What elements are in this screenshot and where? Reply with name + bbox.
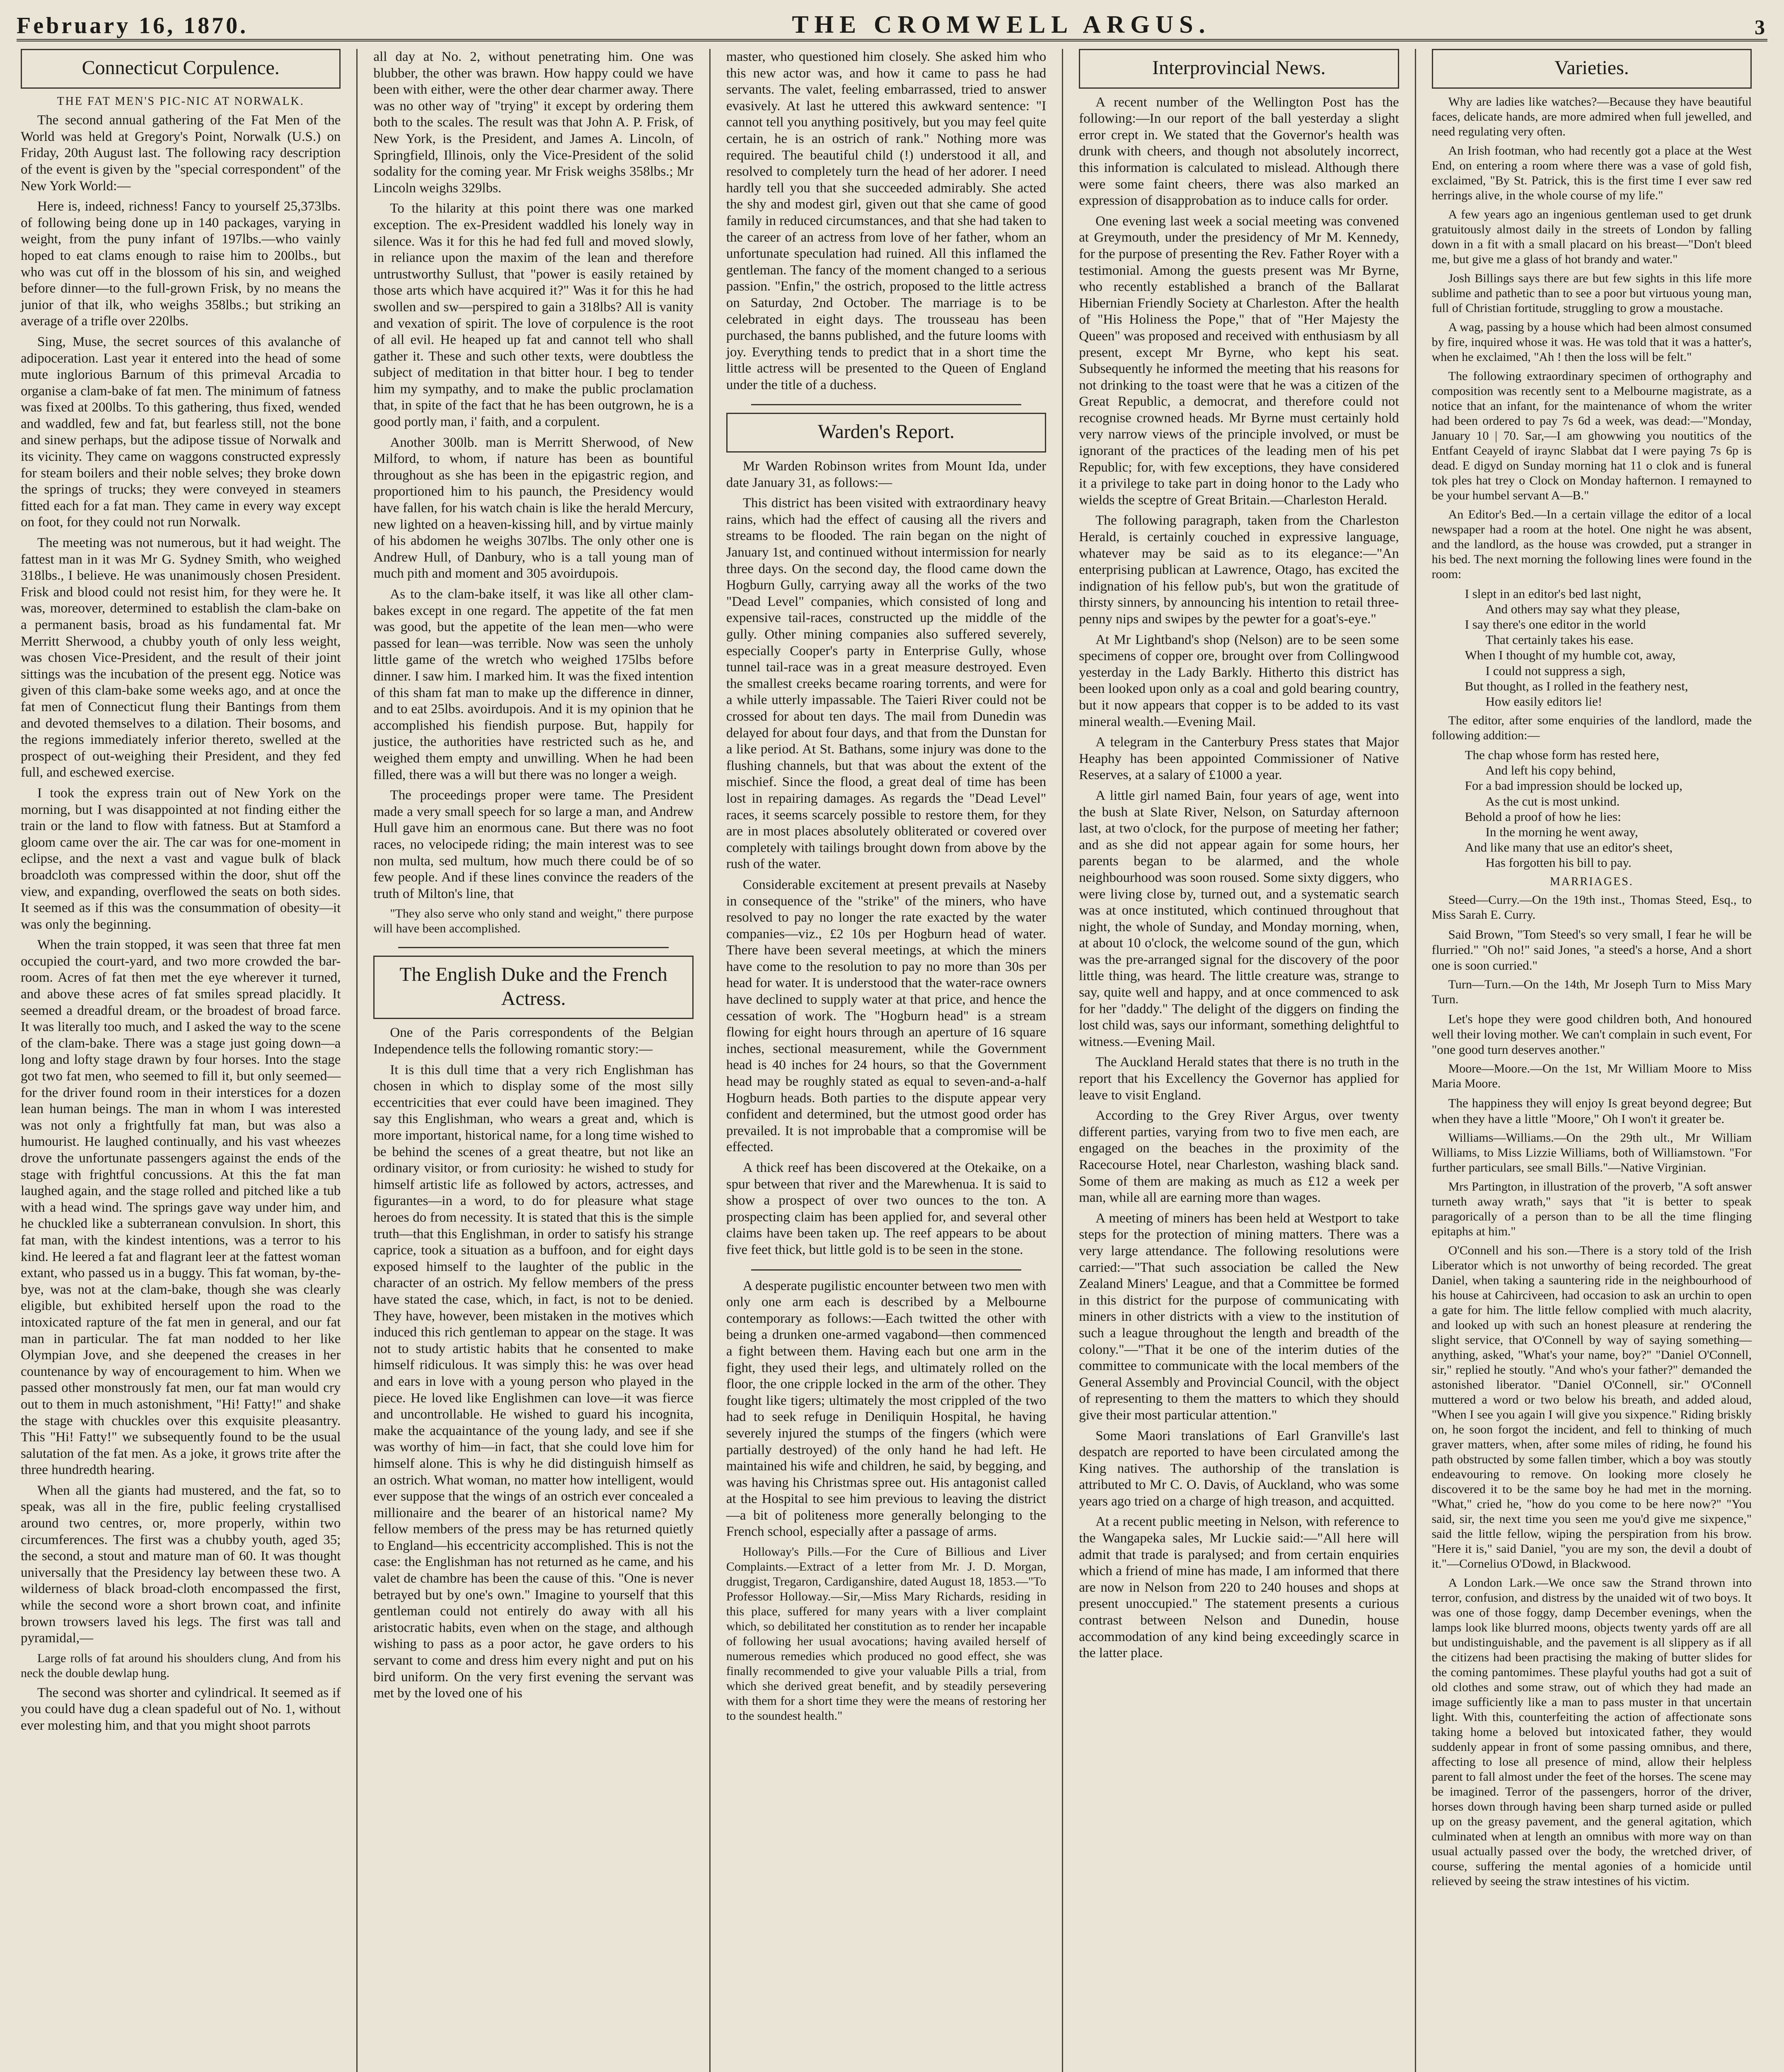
paragraph: Josh Billings says there are but few sights in this life more sublime and pathetic than to see a poor but virtuous young man, full of Christian fortitude, struggling to grow a moustache. bbox=[1431, 271, 1752, 315]
divider bbox=[751, 1269, 1021, 1271]
poem-line: But thought, as I rolled in the feathery nest, bbox=[1465, 678, 1688, 693]
column-2 bbox=[358, 49, 710, 2072]
paragraph: This district has been visited with extraordinary heavy rains, which had the effect of causing all the rivers and streams to be flooded. The rain began on the night of January 1st, and continued without intermission for nearly three days. On the second day, the flood came down the Hogburn Gully, carrying away all the works of the two "Dead Level" companies, which consisted of long and expensive tail-races, constructed up the middle of the gully. Other mining companies also suffered severely, especially Cooper's party in Enterprise Gully, whose tunnel tail-race was in a great measure destroyed. Even the smallest creeks became roaring torrents, and were for a while utterly impassable. The Taieri River could not be crossed for about ten days. The mail from Dunedin was delayed for about four days, and that from the Dunstan for a like period. At St. Bathans, some injury was done to the flushing channels, but that was about the extent of the mischief. Since the flood, a great deal of time has been lost in repairing damages. As regards the "Dead Level" races, it seems scarcely possible to restore them, for they are in most places absolutely obliterated or covered over completely with tailings brought down from above by the rush of the water. bbox=[726, 496, 1047, 872]
paragraph: The following paragraph, taken from the Charleston Herald, is certainly couched in expressive language, whatever may be said as to its elegance:—"An enterprising publican at Lawrence, Otago, has excited the indignation of his fellow pub's, but won the gratitude of thirsty sinners, by announcing his intention to retail three-penny nips and swipes by the pewter for a goat's-eye." bbox=[1079, 513, 1399, 627]
poem-editors-bed bbox=[1465, 586, 1752, 709]
poem-line: And others may say what they please, bbox=[1485, 601, 1680, 616]
issue-date: February 16, 1870. bbox=[17, 13, 249, 39]
paragraph: One evening last week a social meeting was convened at Greymouth, under the presidency of Mr M. Kennedy, for the purpose of presenting the Rev. Father Royer with a testimonial. Among the guests present was Mr Byrne, who recently established a branch of the Ballarat Hibernian Friendly Society at Charleston. After the health of "His Holiness the Pope," that of "Her Majesty the Queen" was proposed and received with enthusiasm by all present, except Mr Byrne, who kept his seat. Subsequently he informed the meeting that his reasons for not drinking to the toast were that he was a citizen of the Great Republic, a democrat, and therefore could not recognise crowned heads. Mr Byrne must certainly hold very narrow views of the principle involved, or must be ignorant of the practices of the leading men of his pet Republic; for, with few exceptions, they have considered it a privilege to take part in doing honor to the Lady who wields the sceptre of Great Britain.—Charleston Herald. bbox=[1079, 213, 1399, 508]
poem-line: When I thought of my humble cot, away, bbox=[1465, 648, 1676, 663]
columns bbox=[17, 49, 1767, 2072]
paragraph: Here is, indeed, richness! Fancy to yourself 25,373lbs. of following being done up in 140 packages, varying in weight, from the puny infant of 197lbs.—who vainly hoped to eat clams enough to raise him to 200lbs., but who was cut off in the blossom of his sin, and weighed before dinner—to the full-grown Frisk, by no means the junior of that ilk, who weighs 358lbs.; but striking an average of a trifle over 220lbs. bbox=[21, 199, 341, 329]
poem-line: For a bad impression should be locked up, bbox=[1465, 778, 1682, 793]
paragraph: The meeting was not numerous, but it had weight. The fattest man in it was Mr G. Sydney Smith, who weighed 318lbs., I believe. He was unanimously chosen President. Frisk and blood could not resist him, for they were he. It was, moreover, determined to establish the clam-bake on a permanent basis, broad as his fundamental fat. Mr Merritt Sherwood, a chubby youth of only less weight, was chosen Vice-President, and the result of their joint sittings was the incubation of the present egg. Notice was given of this clam-bake some weeks ago, and at once the fat men of Connecticut flung their Bantings from them and devoted themselves to a dilation. Their bosoms, and the regions immediately inferior thereto, swelled at the prospect of out-weighing their President, and they fed full, and eschewed exercise. bbox=[21, 535, 341, 780]
paragraph: An Irish footman, who had recently got a place at the West End, on entering a room where there was a vase of gold fish, exclaimed, "By St. Patrick, this is the first time I ever saw red herrings alive, in the whole course of my life." bbox=[1431, 143, 1752, 202]
poem-line: I say there's one editor in the world bbox=[1465, 617, 1646, 632]
column-3 bbox=[711, 49, 1063, 2072]
poem-line: How easily editors lie! bbox=[1485, 694, 1603, 709]
article-title-duke: The English Duke and the French Actress. bbox=[399, 963, 667, 1009]
paragraph: Turn—Turn.—On the 14th, Mr Joseph Turn to Miss Mary Turn. bbox=[1431, 977, 1752, 1006]
newspaper-page bbox=[17, 10, 1767, 2072]
article-heading-box bbox=[373, 956, 693, 1019]
paragraph: The proceedings proper were tame. The President made a very small speech for so large a man, and Andrew Hull gave him an enormous cane. But there was no foot races, no velocipede riding; the main interest was to see non multa, sed multum, how much there could be of so few people. And if these lines convince the readers of the truth of Milton's line, that bbox=[373, 788, 694, 901]
paragraph: A few years ago an ingenious gentleman used to get drunk gratuitously almost daily in the streets of London by falling down in a fit with a small placard on his breast—"Don't bleed me, but give me a glass of hot brandy and water." bbox=[1431, 207, 1752, 266]
divider bbox=[398, 947, 668, 948]
poem-line: I slept in an editor's bed last night, bbox=[1465, 586, 1641, 601]
paragraph: The second annual gathering of the Fat Men of the World was held at Gregory's Point, Norwalk (U.S.) on Friday, 20th August last. The following racy description of the event is given by the "special correspondent" of the New York World:— bbox=[21, 113, 341, 194]
paragraph: Williams—Williams.—On the 29th ult., Mr William Williams, to Miss Lizzie Williams, both of Williamstown. "For further particulars, see small Bills."—Native Virginian. bbox=[1431, 1130, 1752, 1174]
poem-line: Behold a proof of how he lies: bbox=[1465, 809, 1621, 824]
article-subtitle-picnic: THE FAT MEN'S PIC-NIC AT NORWALK. bbox=[57, 94, 305, 108]
article-title-corpulence: Connecticut Corpulence. bbox=[82, 57, 280, 79]
section-heading-marriages: MARRIAGES. bbox=[1550, 875, 1634, 888]
article-heading-box bbox=[1432, 49, 1752, 89]
paragraph: The editor, after some enquiries of the landlord, made the following addition:— bbox=[1431, 714, 1752, 743]
paragraph: I took the express train out of New York on the morning, but I was disappointed at not finding either the train or the land to flow with fatness. But at Stamford a gloom came over the air. The car was for one-moment in eclipse, and the next a vast and vague bulk of black broadcloth was compressed within the door, shut off the view, and expanding, overflowed the seats on both sides. It seemed as if this was the consummation of obesity—it was only the beginning. bbox=[21, 785, 341, 932]
masthead bbox=[17, 10, 1767, 41]
paragraph: A meeting of miners has been held at Westport to take steps for the protection of mining matters. There was a very large attendance. The following resolutions were carried:—"That such association be called the New Zealand Miners' League, and that a Committee be formed in this district for the purpose of communicating with miners in other districts with a view to the institution of such a league throughout the length and breadth of the colony."—"That it be one of the interim duties of the committee to communicate with the local members of the General Assembly and Provincial Council, with the object of representing to them the matters to which they should give their most particular attention." bbox=[1079, 1210, 1399, 1423]
poem-line: In the morning he went away, bbox=[1485, 825, 1638, 840]
poem-line: And left his copy behind, bbox=[1485, 763, 1616, 778]
paragraph: Mrs Partington, in illustration of the proverb, "A soft answer turneth away wrath," says that "it is better to speak paragorically of a person than to be all the time flinging epitaphs at him." bbox=[1431, 1179, 1752, 1238]
paragraph: According to the Grey River Argus, over twenty different parties, varying from two to five men each, are engaged on the beaches in the proximity of the Racecourse Hotel, near Charleston, washing black sand. Some of them are making as much as £12 a week per man, while all are earning more than wages. bbox=[1079, 1108, 1399, 1205]
paragraph: At a recent public meeting in Nelson, with reference to the Wangapeka sales, Mr Luckie said:—"All here will admit that trade is paralysed; and from certain enquiries which a friend of mine has made, I am informed that there are now in Nelson from 220 to 240 houses and shops at present unoccupied." The statement presents a curious contrast between Nelson and Dunedin, house accommodation of any kind being exceedingly scarce in the latter place. bbox=[1079, 1514, 1399, 1661]
paragraph: Sing, Muse, the secret sources of this avalanche of adipoceration. Last year it entered into the head of some mute inglorious Barnum of this primeval Arcadia to organise a clam-bake of fat men. The minimum of fatness was fixed at 200lbs. To this gathering, thus fixed, wended and waddled, few and fat, but fearless still, not the bone and sinew perhaps, but the adipose tissue of Norwalk and its vicinity. They came on waggons constructed expressly for steam boilers and their noble selves; they broke down the springs of trucks; they were conveyed in steamers fitted each for a fat man. They came in every way except on foot, for they could not run Norwalk. bbox=[21, 334, 341, 530]
verse: The happiness they will enjoy Is great beyond degree; But when they have a little "Moore," Oh I won't it greater be. bbox=[1431, 1096, 1752, 1126]
column-1 bbox=[17, 49, 358, 2072]
paragraph: The following extraordinary specimen of orthography and composition was recently sent to a Melbourne magistrate, as a notice that an infant, for the maintenance of whom the writer had been ordered to pay 7s 6d a week, was dead:—"Monday, January 10 | 70. Sar,—I am ghowwing you noutitics of the Entfant Ceayeld of iraync Slabbat dat I were paying 7s 6p is dead. E digyd on Sunday morning hat 11 o clok and is funeral tok ples hat trey o Clock on Monday hafternon. I remayned to be your humbel servant A—B." bbox=[1431, 369, 1752, 502]
paragraph: As to the clam-bake itself, it was like all other clam-bakes except in one regard. The appetite of the fat men was good, but the appetite of the lean men—who were passed for lean—was terrible. Now was seen the unholy little game of the wretch who weighed 175lbs before dinner. I saw him. I marked him. It was the fixed intention of this sham fat man to make up the difference in dinner, and to eat 25lbs. avoirdupois. And it is my opinion that he accomplished his fiendish purpose. But, happily for justice, the authorities have restricted such as he, and weighed them empty and unwilling. When he had been filled, there was a will but there was no longer a weigh. bbox=[373, 587, 694, 782]
paragraph: The second was shorter and cylindrical. It seemed as if you could have dug a clean spadeful out of No. 1, without ever molesting him, and that you might shoot parrots bbox=[21, 1685, 341, 1733]
paragraph: A thick reef has been discovered at the Otekaike, on a spur between that river and the Marewhenua. It is said to show a prospect of over two ounces to the ton. A prospecting claim has been applied for, and several other claims have been taken up. The reef appears to be about five feet thick, but little gold is to be seen in the stone. bbox=[726, 1160, 1047, 1257]
column-5 bbox=[1416, 49, 1767, 2072]
paragraph: One of the Paris correspondents of the Belgian Independence tells the following romantic story:— bbox=[373, 1025, 694, 1057]
paragraph: A London Lark.—We once saw the Strand thrown into terror, confusion, and distress by the unaided wit of two boys. It was one of those foggy, damp December evenings, when the lamps look like blurred moons, objects twenty yards off are all but undistinguishable, and the pavement is all slippery as if all the citizens had been practising the making of butter slides for the coming pantomimes. These playful youths had got a suit of old clothes and some straw, out of which they had made an image sufficiently like a man to pass muster in that uncertain light. With this, counterfeiting the action of affectionate sons taking home a beloved but intoxicated father, they would suddenly appear in front of some passing omnibus, and there, affecting to lose all presence of mind, allow their helpless parent to fall almost under the feet of the horses. The scene may be imagined. Terror of the passengers, horror of the driver, horses down through having been sharp turned aside or pulled up on the greasy pavement, and the general agitation, which culminated when at length an omnibus with more way on than usual actually passed over the body, the wretched driver, of course, suffering the mental agonies of a homicide until relieved by seeing the straw intestines of his victim. bbox=[1431, 1576, 1752, 1888]
paragraph: master, who questioned him closely. She asked him who this new actor was, and how it came to pass he had servants. The valet, feeling embarrassed, tried to answer evasively. At last he uttered this awkward sentence: "I cannot tell you anything positively, but you may feel quite certain, he is an ostrich of rank." Nothing more was required. The beautiful child (!) understood it all, and resolved to completely turn the head of her adorer. I need hardly tell you that she succeeded admirably. She acted the shy and modest girl, given out that she came of good family in reduced circumstances, and that she had taken to the career of an actress from love of her father, whom an unfortunate speculation had ruined. All this inflamed the gentleman. The fancy of the moment changed to a serious passion. "Enfin," the ostrich, proposed to the little actress on Saturday, 2nd October. The marriage is to be celebrated in eight days. The trousseau has been purchased, the banns published, and the future looms with joy. Everything tends to predict that in a short time the little actress will be presented to the Queen of England under the title of a duchess. bbox=[726, 49, 1047, 392]
poem-editors-reply bbox=[1465, 747, 1752, 871]
paragraph: When all the giants had mustered, and the fat, so to speak, was all in the fire, public feeling crystallised around two centres, or, more properly, within two circumferences. The first was a chubby youth, aged 35; the second, a stout and mature man of 60. It was thought universally that the Presidency lay between these two. A wilderness of black broad-cloth encompassed the first, while the second wore a short brown coat, and infinite brown trowsers laved his legs. The first was tall and pyramidal,— bbox=[21, 1483, 341, 1646]
poem-line: I could not suppress a sigh, bbox=[1485, 663, 1626, 678]
poem-line: Has forgotten his bill to pay. bbox=[1485, 855, 1632, 870]
paragraph: A desperate pugilistic encounter between two men with only one arm each is described by a Melbourne contemporary as follows:—Each twitted the other with being a drunken one-armed vagabond—then commenced a fight between them. Having each but one arm in the fight, they used their legs, and ultimately rolled on the floor, the one cripple locked in the arm of the other. They fought like tigers; ultimately the most crippled of the two had to seek refuge in Deniliquin Hospital, he having severely injured the stumps of the fingers (which were partially destroyed) of the only hand he had left. He maintained his wife and children, he said, by begging, and was having his Christmas spree out. His antagonist called at the Hospital to see him previous to leaving the district—a bit of politeness more generally belonging to the French school, especially after a passage of arms. bbox=[726, 1278, 1047, 1539]
paragraph: Another 300lb. man is Merritt Sherwood, of New Milford, to whom, if nature has been as bountiful throughout as she has been in the epigastric region, and proportioned him to his paunch, the Presidency would have fallen, for his watch chain is like the herald Mercury, new lighted on a heaven-kissing hill, and by virtue mainly of his abdomen he weighs 307lbs. The only other one is Andrew Hull, of Danbury, who is a tall young man of much pith and moment and 305 avoirdupois. bbox=[373, 435, 694, 581]
article-title-varieties: Varieties. bbox=[1554, 57, 1629, 79]
paragraph: "They also serve who only stand and weight," there purpose will have been accomplished. bbox=[373, 907, 694, 936]
paragraph: A telegram in the Canterbury Press states that Major Heaphy has been appointed Commissioner of Native Reserves, at a salary of £1000 a year. bbox=[1079, 735, 1399, 783]
paragraph: At Mr Lightband's shop (Nelson) are to be seen some specimens of copper ore, brought over from Collingwood yesterday in the Lady Barkly. Hitherto this district has been looked upon only as a coal and gold bearing country, but it now appears that copper is to be added to its vast mineral wealth.—Evening Mail. bbox=[1079, 632, 1399, 729]
poem-line: As the cut is most unkind. bbox=[1485, 794, 1620, 808]
paragraph: Steed—Curry.—On the 19th inst., Thomas Steed, Esq., to Miss Sarah E. Curry. bbox=[1431, 893, 1752, 922]
paragraph: A recent number of the Wellington Post has the following:—In our report of the ball yesterday a slight error crept in. We stated that the Governor's health was drunk with cheers, and though not absolutely incorrect, this information is calculated to mislead. Although there were some faint cheers, there was also marked an expression of disapprobation as to induce calls for order. bbox=[1079, 94, 1399, 208]
poem-line: And like many that use an editor's sheet, bbox=[1465, 840, 1673, 855]
article-heading-box bbox=[1079, 49, 1399, 89]
paragraph: Mr Warden Robinson writes from Mount Ida, under date January 31, as follows:— bbox=[726, 459, 1047, 490]
column-4 bbox=[1063, 49, 1416, 2072]
paragraph: Some Maori translations of Earl Granville's last despatch are reported to have been circulated among the King natives. The authorship of the translation is attributed to Mr C. O. Davis, of Auckland, who was some years ago tried on a charge of high treason, and acquitted. bbox=[1079, 1428, 1399, 1509]
paragraph: Moore—Moore.—On the 1st, Mr William Moore to Miss Maria Moore. bbox=[1431, 1062, 1752, 1091]
poem-line: The chap whose form has rested here, bbox=[1465, 748, 1659, 762]
paragraph: all day at No. 2, without penetrating him. One was blubber, the other was brawn. How happy could we have been with either, were the other dear charmer away. There was no other way of "trying" it except by ordering them both to the scales. The result was that John A. P. Frisk, of New York, is the President, and James A. Lincoln, of Springfield, Illinois, only the Vice-President of the solid sodality for the coming year. Mr Frisk weighs 358lbs.; Mr Lincoln weighs 329lbs. bbox=[373, 49, 694, 196]
paragraph: The Auckland Herald states that there is no truth in the report that his Excellency the Governor has applied for leave to visit England. bbox=[1079, 1055, 1399, 1103]
verse: Let's hope they were good children both, And honoured well their loving mother. We can't complain in such event, For "one good turn deserves another." bbox=[1431, 1011, 1752, 1057]
paragraph: Why are ladies like watches?—Because they have beautiful faces, delicate hands, are more admired when full jewelled, and need regulating very often. bbox=[1431, 94, 1752, 138]
article-heading-box bbox=[21, 49, 341, 89]
article-heading-box bbox=[726, 413, 1046, 453]
divider bbox=[751, 404, 1021, 405]
paragraph: A little girl named Bain, four years of age, went into the bush at Slate River, Nelson, on Saturday afternoon last, at two o'clock, for the purpose of meeting her father; and as she did not appear again for some hours, her parents began to be alarmed, and the whole neighbourhood was soon roused. Some sixty diggers, who were living close by, turned out, and a systematic search was at once instituted, which continued throughout that night, the whole of Sunday, and Monday morning, when, at about 10 o'clock, the welcome sound of the gun, which was the pre-arranged signal for the discovery of the poor little thing, was heard. The little creature was, strange to say, quite well and happy, and at once commenced to ask for her "daddy." The delight of the diggers on finding the lost child was, says our informant, something delightful to witness.—Evening Mail. bbox=[1079, 788, 1399, 1049]
article-title-interprovincial: Interprovincial News. bbox=[1152, 57, 1326, 79]
paragraph: An Editor's Bed.—In a certain village the editor of a local newspaper had a room at the hotel. One night he was absent, and the landlord, as the house was crowded, put a stranger in his bed. The next morning the following lines were found in the room: bbox=[1431, 507, 1752, 581]
advertisement: Holloway's Pills.—For the Cure of Billious and Liver Complaints.—Extract of a letter from Mr. J. D. Morgan, druggist, Tregaron, Cardiganshire, dated August 18, 1853.—"To Professor Holloway.—Sir,—Miss Mary Richards, residing in this place, suffered for many years with a liver complaint which, so debilitated her constitution as to render her incapable of following her usual avocations; having availed herself of numerous remedies which produced no good effect, she was finally recommended to give your valuable Pills a trial, from which she derived great benefit, and by steadily persevering with them for a short time they were the means of restoring her to the soundest health." bbox=[726, 1545, 1047, 1723]
paragraph: A wag, passing by a house which had been almost consumed by fire, inquired whose it was. He was told that it was a hatter's, when he exclaimed, "Ah ! then the loss will be felt." bbox=[1431, 320, 1752, 364]
paragraph: It is this dull time that a very rich Englishman has chosen in which to display some of the most silly eccentricities that ever could have been imagined. They say this Englishman, who wears a great and, which is more important, historical name, for a long time wished to be behind the scenes of a great theatre, but not like an ordinary visitor, or from curiosity: he wished to study for himself artistic life as followed by actors, actresses, and figurantes—in a word, to do for pleasure what stage heroes do from necessity. It is stated that this is the simple truth—that this Englishman, in order to satisfy his strange caprice, took a situation as a buffoon, and for eight days exposed himself to the laughter of the public in the character of an ostrich. My fellow members of the press have stated the case, which, in fact, is not to be denied. They have, however, been mistaken in the motives which induced this rich gentleman to appear on the stage. It was not to study artistic habits that he consented to make himself ridiculous. It was simply this: he was over head and ears in love with a young person who played in the piece. He loved like Englishmen can love—it was fierce and uncontrollable. He wished to guard his incognita, make the acquaintance of the young lady, and see if she was worthy of him—in fact, that she could love him for himself alone. This is why he did distinguish himself as an ostrich. What woman, no matter how intelligent, would ever suppose that the wings of an ostrich ever concealed a millionaire and the bearer of an historical name? My fellow members of the press may be has returned quietly to England—his eccentricity accomplished. This is not the case: the Englishman has not returned as he came, and his valet de chambre has been the cause of this. "One is never betrayed but by one's own." Imagine to yourself that this gentleman could not entirely do away with all his aristocratic habits, even when on the stage, and although wishing to pass as a poor actor, he gave orders to his servant to come and dress him every night and put on his bird uniform. On the very first evening the servant was met by the loved one of his bbox=[373, 1062, 694, 1701]
paragraph: When the train stopped, it was seen that three fat men occupied the court-yard, and two more crowded the bar-room. Acres of fat then met the eye wherever it turned, and above these acres of fat smiles spread placidly. It seemed a dreadful dream, or the broadest of broad farce. It was literally too much, and I asked the way to the scene of the clam-bake. There was a stage just going down—a long and lofty stage drawn by four horses. Into the stage got two fat men, who seemed to fill it, but only seemed—for the driver found room in their interstices for a dozen lean human beings. The man in whom I was interested was not only a frightfully fat man, but was also a humourist. He laughed continually, and his vast wheezes drove the unfortunate passengers against the ends of the stage with frightful concussions. At this the fat man laughed again, and the stage rolled and pitched like a tub with a head wind. The springs gave way under him, and he chuckled like a subterranean convulsion. In short, this fat man, with the kindest intentions, was a terror to his kind. He leered a fat and flagrant leer at the fattest woman extant, who passed us in a buggy. This fat woman, by-the-bye, was not at the clam-bake, though she was clearly eligible, but exhibited herself upon the road to the intoxicated rapture of the fat men in general, and our fat man in particular. The fat man nodded to her like Olympian Jove, and she deepened the creases in her countenance by way of encouragement to him. When we passed other monstrously fat men, our fat man would cry out to them in much astonishment, "Hi! Fatty!" and shake the stage with chuckles over this exquisite pleasantry. This "Hi! Fatty!" we subsequently found to be the usual salutation of the fat men. As a joke, it grows trite after the three hundredth hearing. bbox=[21, 937, 341, 1478]
paragraph: O'Connell and his son.—There is a story told of the Irish Liberator which is not unworthy of being recorded. The great Daniel, when taking a sauntering ride in the neighbourhood of his house at Cahirciveen, had occasion to ask an urchin to open a gate for him. The little fellow complied with much alacrity, and looked up with such an honest pleasure at rendering the slight service, that O'Connell by way of saying something—anything, asked, "What's your name, boy?" "Daniel O'Connell, sir," replied he stoutly. "And who's your father?" demanded the astonished liberator. "Daniel O'Connell, sir." O'Connell muttered a word or two below his breath, and added aloud, "When I see you again I will give you sixpence." Riding briskly on, he soon forgot the incident, and fell to thinking of much graver matters, when, after some miles of riding, he found his path obstructed by some fallen timber, which a boy was stoutly endeavouring to remove. On looking more closely he discovered it to be the same boy he had met in the morning. "What," cried he, "how do you come to be here now?" "You said, sir, the next time you seen me you'd give me sixpence," said the little fellow, wiping the perspiration from his brow. "Here it is," said Daniel, "you are my son, the devil a doubt of it."—Cornelius O'Dowd, in Blackwood. bbox=[1431, 1243, 1752, 1571]
newspaper-title: THE CROMWELL ARGUS. bbox=[792, 11, 1211, 38]
page-number: 3 bbox=[1754, 15, 1767, 39]
verse: Said Brown, "Tom Steed's so very small, I fear he will be flurried." "Oh no!" said Jones, "a steed's a horse, And a short one is soon curried." bbox=[1431, 927, 1752, 973]
paragraph: Considerable excitement at present prevails at Naseby in consequence of the "strike" of the miners, who have resolved to pay no longer the rate exacted by the water companies—viz., £2 10s per Hogburn head of water. There have been several meetings, at which the miners have come to the resolution to pay no more than 30s per head for water. It is understood that the water-race owners have declined to supply water at that price, and hence the cessation of work. The "Hogburn head" is a stream flowing for eight hours through an aperture of 16 square inches, sectional measurement, while the Government head is 40 inches for 24 hours, so that the Government head may be roughly stated as equal to seven-and-a-half Hogburn heads. Both parties to the dispute appear very confident and determined, but the utmost good order has prevailed. It is not improbable that a compromise will be effected. bbox=[726, 877, 1047, 1155]
poem-line: That certainly takes his ease. bbox=[1485, 632, 1634, 647]
paragraph: To the hilarity at this point there was one marked exception. The ex-President waddled his lonely way in silence. Was it for this he had fed full and moved slowly, in reliance upon the maxim of the lean and therefore untrustworthy Sullust, that "power is easily retained by those arts which have acquired it?" Was it for this he had swollen and sw—perspired to gain a 318lbs? All is vanity and vexation of spirit. The love of corpulence is the root of all evil. He heaped up fat and cannot tell who shall gather it. These and such other texts, were doubtless the subject of meditation in that bitter hour. I beg to tender him my sympathy, and to make the public proclamation that, in spite of the fact that he has been outgrown, he is a good portly man, i' faith, and a corpulent. bbox=[373, 201, 694, 430]
article-title-wardens-report: Warden's Report. bbox=[818, 421, 955, 443]
verse: Large rolls of fat around his shoulders clung, And from his neck the double dewlap hung. bbox=[21, 1651, 341, 1680]
